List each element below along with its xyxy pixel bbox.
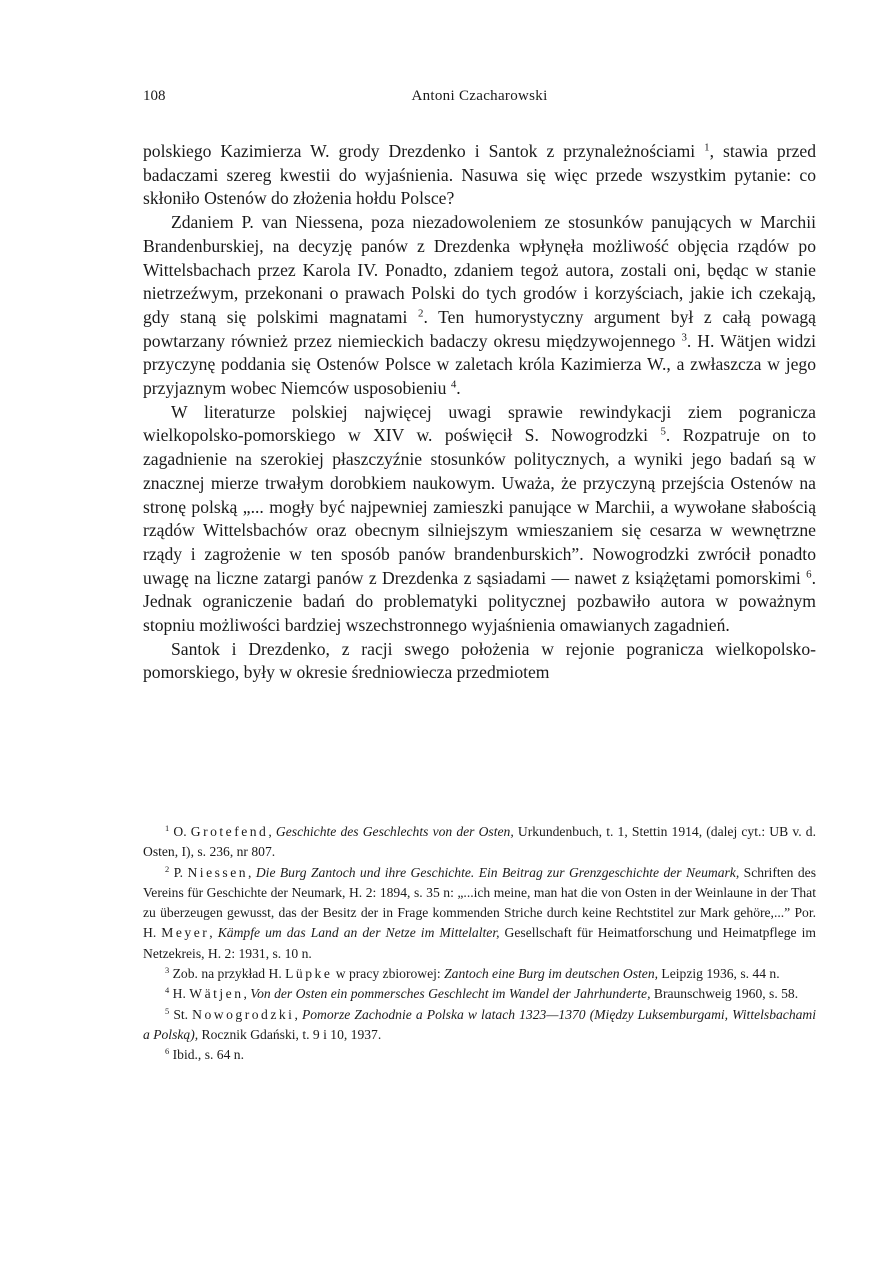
footnote-4: $^4$ H. Wätjen, Von der Osten ein pommersches Geschlecht im Wandel der Jahrhunderte, Braunschweig 1960, s. 58. (165, 985, 799, 1002)
footnote-ref-4[interactable]: 4 (450, 378, 457, 391)
main-text (143, 140, 816, 685)
footnote-ref-5[interactable]: 5 (660, 425, 666, 438)
footnote-ref-2[interactable]: 2 (418, 307, 424, 320)
footnote-5: $^5$ St. Nowogrodzki, Pomorze Zachodnie a Polska w latach 1323—1370 (Między Luksemburgami, Wittelsbachami a Polską), Rocznik Gdański, t. 9 i 10, 1937. (143, 1005, 817, 1042)
footnote-ref-6[interactable]: 6 (806, 568, 812, 581)
footnote-2: $^2$ P. Niessen, Die Burg Zantoch und ihre Geschichte. Ein Beitrag zur Grenzgeschichte der Neumark, Schriften des Vereins für Geschichte der Neumark, H. 2: 1894, s. 35 n: „...ich meine, man hat die von Osten in der Weinlaune in der That zu überzeugen gewusst, das der Besitz der in Frage kommenden Striche durch keine Rechtstitel zur Mark gehöre,...” Por. H. Meyer, Kämpfe um das Land an der Netze im Mittelalter, Gesellschaft für Heimatforschung und Heimatpflege im Netzekreis, H. 2: 1931, s. 10 n. (143, 863, 816, 961)
paragraph-4: Santok i Drezdenko, z racji swego położenia w rejonie pogranicza wielkopolsko-pomorskiego, były w okresie średniowiecza przedmiotem (143, 638, 816, 683)
running-title: Antoni Czacharowski (411, 88, 548, 104)
paragraph-1: polskiego Kazimierza W. grody Drezdenko i Santok z przynależnościami $^1$, stawia przed badaczami szereg kwestii do wyjaśnienia. Nasuwa się więc przede wszystkim pytanie: co skłoniło Ostenów do złożenia hołdu Polsce? (143, 141, 816, 209)
footnote-1: $^1$ O. Grotefend, Geschichte des Geschlechts von der Osten, Urkundenbuch, t. 1, Stettin 1914, (dalej cyt.: UB v. d. Osten, I), s. 236, nr 807. (143, 822, 817, 860)
footnote-3: $^3$ Zob. na przykład H. Lüpke w pracy zbiorowej: Zantoch eine Burg im deutschen Osten, Leipzig 1936, s. 44 n. (165, 965, 780, 982)
paragraph-2: Zdaniem P. van Niessena, poza niezadowoleniem ze stosunków panujących w Marchii Brandenburskiej, na decyzję panów z Drezdenka wpłynęła możliwość objęcia rządów po Wittelsbachach przez Karola IV. Ponadto, zdaniem tegoż autora, zostali oni, będąc w stanie nietrzeźwym, przekonani o prawach Polski do tych grodów i korzyściach, jakie ich czekają, gdy staną się polskimi magnatami $^2$. Ten humorystyczny argument był z całą powagą powtarzany również przez niemieckich badaczy okresu międzywojennego $^3$. H. Wätjen widzi przyczynę poddania się Ostenów Polsce w zaletach króla Kazimierza W., a zwłaszcza w jego przyjaznym wobec Niemców usposobieniu $^4$. (143, 212, 817, 399)
footnote-ref-1[interactable]: 1 (704, 141, 710, 154)
footnote-ref-3[interactable]: 3 (681, 331, 687, 344)
page-number: 108 (143, 88, 166, 104)
footnote-6: $^6$ Ibid., s. 64 n. (165, 1046, 244, 1063)
page-header (143, 88, 816, 110)
footnotes (143, 822, 816, 1066)
paragraph-3: W literaturze polskiej najwięcej uwagi sprawie rewindykacji ziem pogranicza wielkopolsko-pomorskiego w XIV w. poświęcił S. Nowogrodzki $^5$. Rozpatruje on to zagadnienie na szerokiej płaszczyźnie stosunków politycznych, a wyniki jego badań są w znacznej mierze trwałym dorobkiem naukowym. Uważa, że przyczyną przejścia Ostenów na stronę polską „... mogły być najpewniej zamieszki panujące w Marchii, a wywołane słabością rządów Wittelsbachów oraz obecnym silniejszym wmieszaniem się cesarza w wewnętrzne rządy i zagrożenie w ten sposób panów brandenburskich”. Nowogrodzki zwrócił ponadto uwagę na liczne zatargi panów z Drezdenka z sąsiadami — nawet z książętami pomorskimi $^6$. Jednak ograniczenie badań do problematyki politycznej pozbawiło autora w poważnym stopniu możliwości bardziej wszechstronnego wyjaśnienia omawianych zagadnień. (143, 401, 817, 636)
